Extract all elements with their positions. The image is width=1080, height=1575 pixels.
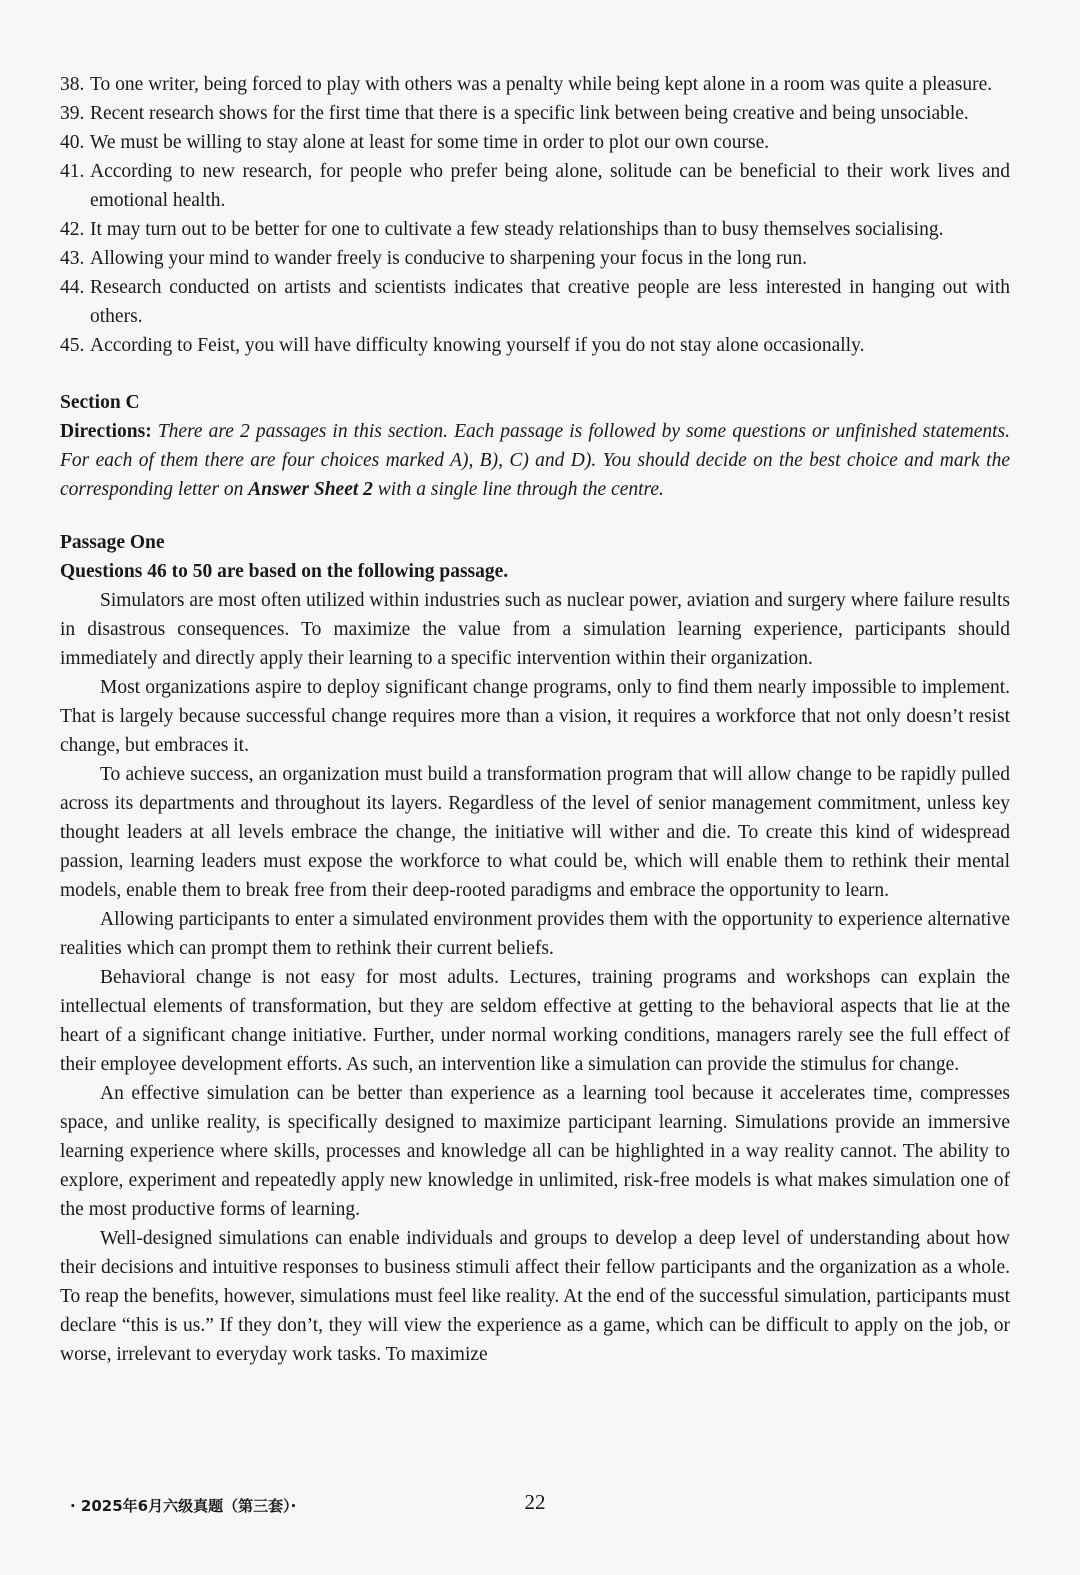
statement-text: According to new research, for people who prefer being alone, solitude can be beneficial to their work lives and emotional health. xyxy=(90,161,1010,211)
statement-text: Recent research shows for the first time that there is a specific link between being creative and being unsociable. xyxy=(90,103,969,124)
statement-text: To one writer, being forced to play with others was a penalty while being kept alone in a room was quite a pleasure. xyxy=(90,74,993,95)
statement-item xyxy=(60,331,1010,360)
passage-paragraph: Simulators are most often utilized within industries such as nuclear power, aviation and surgery where failure results in disastrous consequences. To maximize the value from a simulation learning experience, participants should immediately and directly apply their learning to a specific intervention within their organization. xyxy=(60,590,1010,669)
page-number: 22 xyxy=(524,1490,546,1514)
statement-item xyxy=(60,244,1010,273)
passage-paragraph: Most organizations aspire to deploy significant change programs, only to find them nearly impossible to implement. That is largely because successful change requires more than a vision, it requires a workforce that not only doesn’t resist change, but embraces it. xyxy=(60,677,1010,756)
statement-item xyxy=(60,70,1010,99)
directions-text: There are 2 passages in this section. Each passage is followed by some questions or unfinished statements. For each of them there are four choices marked A), B), C) and D). You should decide on the best choice and mark the corresponding letter on xyxy=(60,421,1011,500)
statement-number: 40. xyxy=(60,132,85,153)
passage-paragraph: To achieve success, an organization must build a transformation program that will allow change to be rapidly pulled across its departments and throughout its layers. Regardless of the level of senior management commitment, unless key thought leaders at all levels embrace the change, the initiative will wither and die. To create this kind of widespread passion, learning leaders must expose the workforce to what could be, which will enable them to rethink their mental models, enable them to break free from their deep-rooted paradigms and embrace the opportunity to learn. xyxy=(60,764,1010,901)
passage-subtitle: Questions 46 to 50 are based on the following passage. xyxy=(60,561,509,582)
directions xyxy=(60,417,1010,504)
statement-text: It may turn out to be better for one to cultivate a few steady relationships than to busy themselves socialising. xyxy=(90,219,944,240)
passage-paragraph: An effective simulation can be better than experience as a learning tool because it accelerates time, compresses space, and unlike reality, is specifically designed to maximize participant learning. Simulations provide an immersive learning experience where skills, processes and knowledge all can be highlighted in a way reality cannot. The ability to explore, experiment and repeatedly apply new knowledge in unlimited, risk-free models is what makes simulation one of the most productive forms of learning. xyxy=(60,1083,1010,1220)
directions-label: Directions: xyxy=(60,421,152,442)
passage-paragraph: Allowing participants to enter a simulated environment provides them with the opportunity to experience alternative realities which can prompt them to rethink their current beliefs. xyxy=(60,909,1010,959)
statement-number: 38. xyxy=(60,74,85,95)
statement-item xyxy=(60,157,1010,215)
statement-number: 44. xyxy=(60,277,85,298)
statement-number: 39. xyxy=(60,103,85,124)
statement-number: 41. xyxy=(60,161,85,182)
page-footer xyxy=(60,1488,1010,1518)
statement-number: 45. xyxy=(60,335,85,356)
statement-text: According to Feist, you will have difficulty knowing yourself if you do not stay alone occasionally. xyxy=(90,335,865,356)
statement-text: We must be willing to stay alone at least for some time in order to plot our own course. xyxy=(90,132,770,153)
passage-paragraph: Well-designed simulations can enable individuals and groups to develop a deep level of understanding about how their decisions and intuitive responses to business stimuli affect their fellow participants and the organization as a whole. To reap the benefits, however, simulations must feel like reality. At the end of the successful simulation, participants must declare “this is us.” If they don’t, they will view the experience as a game, which can be difficult to apply on the job, or worse, irrelevant to everyday work tasks. To maximize xyxy=(60,1228,1010,1365)
exam-title-footer: · 2025年6月六级真题（第三套）· xyxy=(70,1497,297,1515)
statement-list xyxy=(60,70,1010,360)
passage-paragraph: Behavioral change is not easy for most adults. Lectures, training programs and workshops can explain the intellectual elements of transformation, but they are seldom effective at getting to the behavioral aspects that lie at the heart of a significant change initiative. Further, under normal working conditions, managers rarely see the full effect of their employee development efforts. As such, an intervention like a simulation can provide the stimulus for change. xyxy=(60,967,1010,1075)
directions-end: with a single line through the centre. xyxy=(377,479,664,500)
statement-text: Allowing your mind to wander freely is conducive to sharpening your focus in the long run. xyxy=(90,248,808,269)
statement-item xyxy=(60,128,1010,157)
statement-item xyxy=(60,273,1010,331)
statement-item xyxy=(60,99,1010,128)
statement-text: Research conducted on artists and scientists indicates that creative people are less interested in hanging out with others. xyxy=(90,277,1010,327)
statement-number: 42. xyxy=(60,219,85,240)
statement-item xyxy=(60,215,1010,244)
answer-sheet-label: Answer Sheet 2 xyxy=(248,479,373,500)
passage-body xyxy=(60,586,1010,1369)
statement-number: 43. xyxy=(60,248,85,269)
section-title: Section C xyxy=(60,392,140,413)
passage-title: Passage One xyxy=(60,532,165,553)
